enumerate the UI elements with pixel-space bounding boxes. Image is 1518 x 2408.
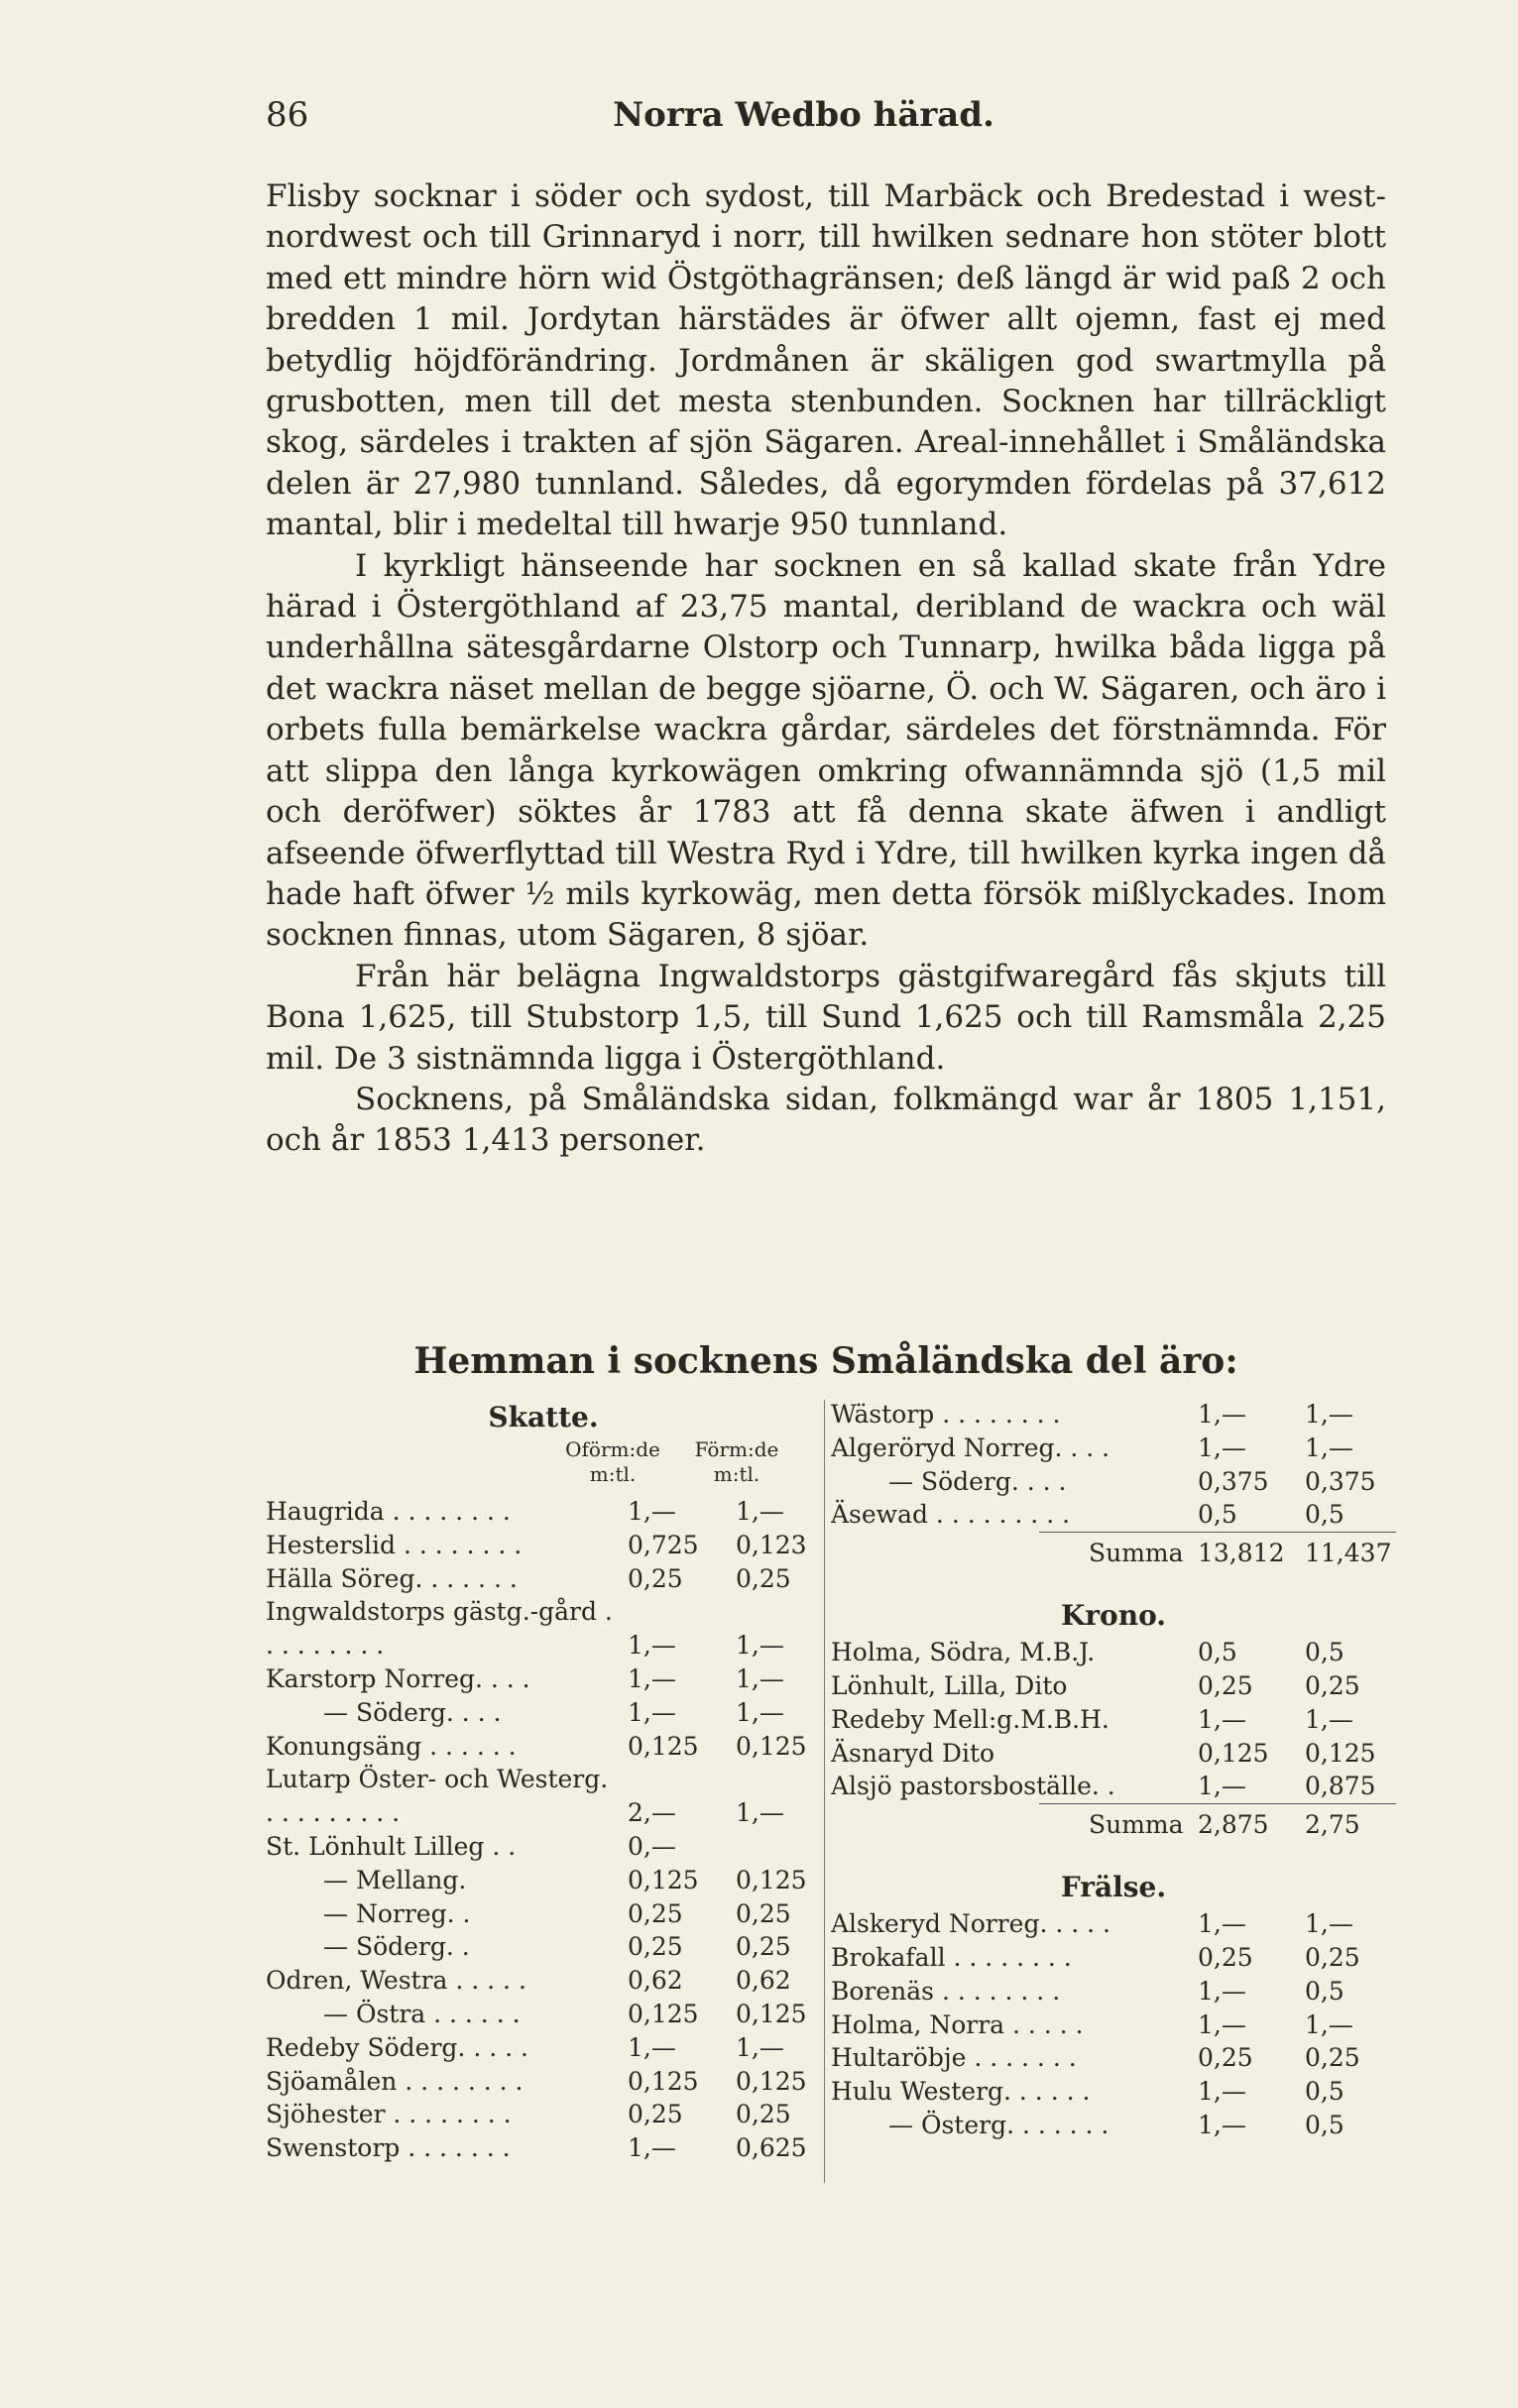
mantal-oformogna: 0,62 <box>628 1966 683 1996</box>
mantal-formogna: 0,375 <box>1305 1466 1376 1496</box>
table-row <box>831 1975 1396 2008</box>
mantal-oformogna: 0,25 <box>1198 2043 1253 2073</box>
mantal-formogna: 0,25 <box>736 1563 791 1593</box>
table-row <box>266 1562 821 1596</box>
mantal-formogna: 1,— <box>1305 2009 1353 2039</box>
mantal-formogna: 0,625 <box>736 2133 807 2163</box>
body-text <box>266 176 1386 1162</box>
table-row <box>831 1669 1396 1703</box>
right-column <box>831 1398 1396 2142</box>
mantal-oformogna: 1,— <box>628 1631 676 1661</box>
estate-name: — Söderg. . <box>323 1932 470 1962</box>
table-row <box>266 1930 821 1964</box>
table-row <box>266 1495 821 1529</box>
mantal-oformogna: 1,— <box>1198 1909 1246 1939</box>
sum-formogna: 2,75 <box>1305 1810 1360 1840</box>
estate-name: Ingwaldstorps gästg.-gård . . . . . . . . . <box>266 1597 613 1661</box>
mantal-formogna: 1,— <box>1305 1433 1353 1462</box>
mantal-formogna: 1,— <box>736 1497 784 1526</box>
estate-name: Hulu Westerg. . . . . . <box>831 2077 1091 2107</box>
table-row <box>266 1663 821 1696</box>
sum-formogna: 11,437 <box>1305 1539 1392 1568</box>
table-row <box>831 1498 1396 1532</box>
mantal-oformogna: 0,25 <box>628 2100 683 2129</box>
skatte-table <box>266 1495 821 2165</box>
estate-name: Sjöamålen . . . . . . . . <box>266 2066 524 2096</box>
krono-sum-row <box>1039 1803 1396 1848</box>
page-number: 86 <box>266 95 309 135</box>
mantal-formogna: 0,25 <box>1305 1670 1360 1700</box>
table-row <box>831 1941 1396 1975</box>
estate-name: Hesterslid . . . . . . . . <box>266 1530 523 1559</box>
estate-name: Swenstorp . . . . . . . <box>266 2133 511 2163</box>
mantal-formogna: 0,125 <box>736 2066 807 2096</box>
mantal-oformogna: 1,— <box>1198 1433 1246 1462</box>
paragraph: Flisby socknar i söder och sydost, till Marbäck och Bredestad i west-nordwest och till Grinnaryd i norr, till hwilken sednare hon stöter blott med ett mindre hörn wid Östgöthagränsen; deß längd är wid paß 2 och bredden 1 mil. Jordytan härstädes är öfwer allt ojemn, fast ej med betydlig höjdförändring. Jordmånen är skäligen god swartmylla på grusbotten, men till det mesta stenbunden. Socknen har tillräckligt skog, särdeles i trakten af sjön Sägaren. Areal-innehållet i Småländska delen är 27,980 tunnland. Således, då egorymden fördelas på 37,612 mantal, blir i medeltal till hwarje 950 tunnland. <box>266 178 1386 543</box>
mantal-oformogna: 0,375 <box>1198 1466 1269 1496</box>
mantal-formogna: 0,875 <box>1305 1772 1376 1801</box>
mantal-oformogna: 1,— <box>1198 1772 1246 1801</box>
estate-name: — Söderg. . . . <box>323 1697 502 1727</box>
table-row <box>831 1907 1396 1941</box>
table-row <box>266 1696 821 1730</box>
table-row <box>831 1636 1396 1669</box>
mantal-oformogna: 0,125 <box>1198 1738 1269 1768</box>
mantal-oformogna: 1,— <box>628 1497 676 1526</box>
estate-name: Redeby Söderg. . . . . <box>266 2032 528 2062</box>
fralse-table <box>831 1907 1396 2142</box>
table-row <box>831 1737 1396 1771</box>
table-row <box>831 2008 1396 2042</box>
mantal-oformogna: 0,125 <box>628 1865 699 1894</box>
mantal-oformogna: 2,— <box>628 1798 676 1828</box>
table-row <box>266 1595 821 1663</box>
table-row <box>831 2041 1396 2075</box>
table-row <box>831 1398 1396 1432</box>
mantal-formogna: 1,— <box>1305 1909 1353 1939</box>
mantal-formogna: 0,125 <box>736 1731 807 1761</box>
estate-name: Sjöhester . . . . . . . . <box>266 2100 512 2129</box>
table-row <box>266 2131 821 2165</box>
mantal-formogna: 1,— <box>736 1697 784 1727</box>
mantal-oformogna: 1,— <box>628 2133 676 2163</box>
mantal-oformogna: 0,5 <box>1198 1638 1237 1667</box>
table-row <box>266 2098 821 2131</box>
mantal-formogna: 0,25 <box>1305 1942 1360 1972</box>
estate-name: Redeby Mell:g.M.B.H. <box>831 1704 1109 1734</box>
estate-name: — Norreg. . <box>323 1898 471 1928</box>
table-row <box>266 1830 821 1864</box>
table-row <box>266 1998 821 2031</box>
mantal-formogna: 0,5 <box>1305 1500 1344 1530</box>
mantal-oformogna: 1,— <box>628 1697 676 1727</box>
paragraph: Från här belägna Ingwaldstorps gästgifwaregård fås skjuts till Bona 1,625, till Stubstorp 1,5, till Sund 1,625 och till Ramsmåla 2,25 mil. De 3 sistnämnda ligga i Östergöthland. <box>266 958 1386 1077</box>
skatte-sum-row <box>1039 1532 1396 1576</box>
mantal-oformogna: 0,25 <box>1198 1942 1253 1972</box>
col-header-formogna: Förm:de m:tl. <box>694 1437 779 1486</box>
mantal-oformogna: 1,— <box>1198 1976 1246 2006</box>
mantal-oformogna: 0,— <box>628 1831 676 1861</box>
mantal-oformogna: 0,725 <box>628 1530 699 1559</box>
mantal-formogna: 1,— <box>736 1663 784 1693</box>
table-row <box>266 1529 821 1562</box>
mantal-formogna: 0,125 <box>1305 1738 1376 1768</box>
mantal-oformogna: 1,— <box>1198 2009 1246 2039</box>
estate-name: Alsjö pastorsboställe. . <box>831 1772 1115 1801</box>
skatte-table-continued <box>831 1398 1396 1532</box>
estate-name: — Söderg. . . . <box>888 1466 1067 1496</box>
estate-name: Odren, Westra . . . . . <box>266 1966 526 1996</box>
table-row <box>266 1730 821 1764</box>
estate-name: — Mellang. <box>323 1865 467 1894</box>
mantal-formogna: 0,123 <box>736 1530 807 1559</box>
table-row <box>266 1864 821 1897</box>
estate-name: Algeröryd Norreg. . . . <box>831 1433 1110 1462</box>
estate-name: Borenäs . . . . . . . . <box>831 1976 1061 2006</box>
fralse-title: Frälse. <box>1060 1871 1167 1904</box>
estate-name: Alskeryd Norreg. . . . . <box>831 1909 1110 1939</box>
sum-oformogna: 13,812 <box>1198 1539 1285 1568</box>
estate-name: Brokafall . . . . . . . . <box>831 1942 1072 1972</box>
estate-name: Haugrida . . . . . . . . <box>266 1497 511 1526</box>
estate-name: — Östra . . . . . . <box>323 1999 521 2028</box>
krono-title: Krono. <box>1060 1599 1167 1633</box>
sum-label: Summa <box>1089 1810 1184 1840</box>
mantal-oformogna: 1,— <box>628 1663 676 1693</box>
mantal-oformogna: 0,125 <box>628 1731 699 1761</box>
mantal-formogna: 1,— <box>1305 1400 1353 1429</box>
mantal-formogna: 0,25 <box>736 2100 791 2129</box>
mantal-oformogna: 0,125 <box>628 1999 699 2028</box>
estate-name: St. Lönhult Lilleg . . <box>266 1831 517 1861</box>
mantal-oformogna: 1,— <box>1198 1704 1246 1734</box>
skatte-title: Skatte. <box>488 1401 599 1433</box>
mantal-formogna: 1,— <box>1305 1704 1353 1734</box>
estate-name: — Österg. . . . . . . <box>888 2110 1109 2139</box>
mantal-oformogna: 0,25 <box>1198 1670 1253 1700</box>
mantal-formogna: 0,5 <box>1305 2077 1344 2107</box>
krono-table <box>831 1636 1396 1803</box>
paragraph: I kyrkligt hänseende har socknen en så kallad skate från Ydre härad i Östergöthland af 23,75 mantal, deribland de wackra och wäl underhållna sätesgårdarne Olstorp och Tunnarp, hwilka båda ligga på det wackra näset mellan de begge sjöarne, Ö. och W. Sägaren, och äro i orbets fulla bemärkelse wackra gårdar, särdeles det förstnämnda. För att slippa den långa kyrkowägen omkring ofwannämnda sjö (1,5 mil och deröfwer) söktes år 1783 att få denna skate äfwen i andligt afseende öfwerflyttad till Westra Ryd i Ydre, till hwilken kyrka ingen då hade haft öfwer ½ mils kyrkowäg, men detta försök mißlyckades. Inom socknen finnas, utom Sägaren, 8 sjöar. <box>266 547 1386 954</box>
estate-name: Wästorp . . . . . . . . <box>831 1400 1061 1429</box>
mantal-formogna: 0,5 <box>1305 2110 1344 2139</box>
table-row <box>831 2075 1396 2109</box>
estate-name: Konungsäng . . . . . . <box>266 1731 517 1761</box>
mantal-oformogna: 0,125 <box>628 2066 699 2096</box>
estate-name: Lutarp Öster- och Westerg. . . . . . . . . . <box>266 1765 609 1828</box>
table-row <box>266 2031 821 2065</box>
table-row <box>831 2109 1396 2142</box>
mantal-oformogna: 1,— <box>1198 2077 1246 2107</box>
mantal-formogna: 0,5 <box>1305 1976 1344 2006</box>
column-headers <box>266 1437 821 1495</box>
mantal-oformogna: 0,5 <box>1198 1500 1237 1530</box>
column-divider <box>824 1400 825 2183</box>
section-heading: Hemman i socknens Småländska del äro: <box>413 1340 1238 1382</box>
table-row <box>831 1770 1396 1803</box>
mantal-oformogna: 1,— <box>1198 1400 1246 1429</box>
mantal-oformogna: 0,25 <box>628 1932 683 1962</box>
mantal-formogna: 0,25 <box>736 1932 791 1962</box>
mantal-formogna: 1,— <box>736 1631 784 1661</box>
mantal-oformogna: 0,25 <box>628 1563 683 1593</box>
mantal-formogna: 0,125 <box>736 1999 807 2028</box>
estate-name: Äsnaryd Dito <box>831 1738 995 1768</box>
running-title: Norra Wedbo härad. <box>613 95 994 135</box>
mantal-formogna: 0,5 <box>1305 1638 1344 1667</box>
estate-name: Holma, Norra . . . . . <box>831 2009 1084 2039</box>
mantal-oformogna: 0,25 <box>628 1898 683 1928</box>
estate-name: Lönhult, Lilla, Dito <box>831 1670 1068 1700</box>
mantal-oformogna: 1,— <box>628 2032 676 2062</box>
mantal-formogna: 0,25 <box>736 1898 791 1928</box>
table-row <box>266 1897 821 1931</box>
estate-name: Hälla Söreg. . . . . . . <box>266 1563 518 1593</box>
paragraph: Socknens, på Småländska sidan, folkmängd war år 1805 1,151, och år 1853 1,413 personer. <box>266 1081 1386 1159</box>
table-row <box>831 1432 1396 1465</box>
estate-name: Hultaröbje . . . . . . . <box>831 2043 1077 2073</box>
mantal-oformogna: 1,— <box>1198 2110 1246 2139</box>
mantal-formogna: 0,125 <box>736 1865 807 1894</box>
sum-oformogna: 2,875 <box>1198 1810 1269 1840</box>
col-header-oformogna: Oförm:de m:tl. <box>565 1437 660 1486</box>
estate-name: Holma, Södra, M.B.J. <box>831 1638 1096 1667</box>
table-row <box>266 1763 821 1830</box>
mantal-formogna: 0,62 <box>736 1966 791 1996</box>
table-row <box>831 1465 1396 1499</box>
mantal-formogna: 1,— <box>736 2032 784 2062</box>
estate-name: Äsewad . . . . . . . . . <box>831 1500 1071 1530</box>
mantal-formogna: 1,— <box>736 1798 784 1828</box>
sum-label: Summa <box>1089 1539 1184 1568</box>
table-row <box>831 1703 1396 1737</box>
mantal-formogna: 0,25 <box>1305 2043 1360 2073</box>
left-column <box>266 1398 821 2165</box>
table-row <box>266 2065 821 2099</box>
estate-name: Karstorp Norreg. . . . <box>266 1663 530 1693</box>
table-row <box>266 1964 821 1998</box>
page-header <box>266 95 1342 145</box>
